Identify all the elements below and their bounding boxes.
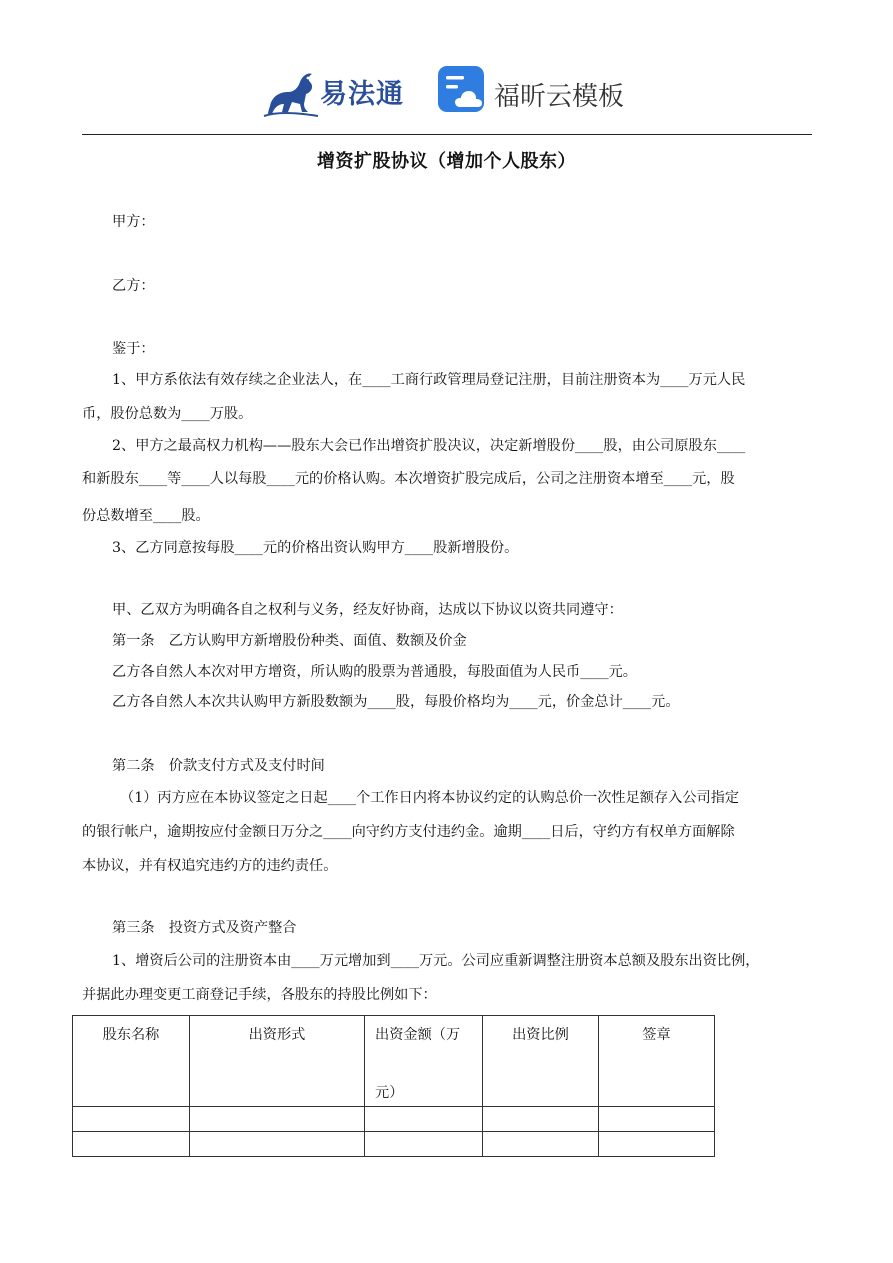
whereas-label: 鉴于： xyxy=(112,341,155,357)
table-cell[interactable] xyxy=(483,1132,599,1157)
article3-line2: 并据此办理变更工商登记手续，各股东的持股比例如下： xyxy=(82,987,437,1003)
clause1-line2: 币，股份总数为____万股。 xyxy=(82,406,253,422)
clause1-line1: 1、甲方系依法有效存续之企业法人，在____工商行政管理局登记注册，目前注册资本为____万元人民 xyxy=(112,372,746,388)
table-cell[interactable] xyxy=(599,1132,715,1157)
article2-line3: 本协议，并有权追究违约方的违约责任。 xyxy=(82,858,338,874)
table-cell[interactable] xyxy=(365,1132,483,1157)
table-cell[interactable] xyxy=(73,1132,190,1157)
document-title: 增资扩股协议（增加个人股东） xyxy=(317,151,576,172)
table-header-row xyxy=(73,1016,715,1107)
header-contribution-amount: 出资金额（万 元） xyxy=(365,1016,483,1107)
horse-emblem-icon xyxy=(262,62,322,120)
logo-fuxin-template xyxy=(436,64,636,120)
article1-paragraph1: 乙方各自然人本次对甲方增资，所认购的股票为普通股，每股面值为人民币____元。 xyxy=(112,664,637,680)
clause2-line1: 2、甲方之最高权力机构——股东大会已作出增资扩股决议，决定新增股份____股，由公司原股东____ xyxy=(112,438,746,454)
clause2-line3: 份总数增至____股。 xyxy=(82,508,210,524)
shareholding-table xyxy=(72,1015,715,1157)
article2-line1: （1）丙方应在本协议签定之日起____个工作日内将本协议约定的认购总价一次性足额存入公司指定 xyxy=(120,790,740,806)
table-cell[interactable] xyxy=(73,1107,190,1132)
clause2-line2: 和新股东____等____人以每股____元的价格认购。本次增资扩股完成后，公司之注册资本增至____元，股 xyxy=(82,471,735,487)
party-b-label: 乙方： xyxy=(112,278,155,294)
table-cell[interactable] xyxy=(190,1107,365,1132)
article1-paragraph2: 乙方各自然人本次共认购甲方新股数额为____股，每股价格均为____元，价金总计____元。 xyxy=(112,694,680,710)
logo-fuxin-text: 福昕云模板 xyxy=(494,82,625,112)
header-divider xyxy=(82,134,812,135)
page-header xyxy=(0,58,893,124)
table-row xyxy=(73,1132,715,1157)
header-shareholder-name: 股东名称 xyxy=(73,1016,190,1107)
article3-line1: 1、增资后公司的注册资本由____万元增加到____万元。公司应重新调整注册资本总额及股东出资比例， xyxy=(112,953,760,969)
table-cell[interactable] xyxy=(483,1107,599,1132)
table-cell[interactable] xyxy=(365,1107,483,1132)
header-signature-seal: 签章 xyxy=(599,1016,715,1107)
logo-yifatong-text: 易法通 xyxy=(320,79,404,110)
logo-yifatong xyxy=(262,62,412,120)
cloud-document-icon xyxy=(436,64,488,116)
party-a-label: 甲方： xyxy=(112,214,155,230)
article2-title: 第二条 价款支付方式及支付时间 xyxy=(112,758,325,774)
agreement-intro: 甲、乙双方为明确各自之权利与义务，经友好协商，达成以下协议以资共同遵守： xyxy=(112,602,623,618)
table-cell[interactable] xyxy=(599,1107,715,1132)
article1-title: 第一条 乙方认购甲方新增股份种类、面值、数额及价金 xyxy=(112,633,467,649)
table-cell[interactable] xyxy=(190,1132,365,1157)
header-contribution-form: 出资形式 xyxy=(190,1016,365,1107)
article3-title: 第三条 投资方式及资产整合 xyxy=(112,920,297,936)
header-contribution-ratio: 出资比例 xyxy=(483,1016,599,1107)
clause3-line1: 3、乙方同意按每股____元的价格出资认购甲方____股新增股份。 xyxy=(112,540,519,556)
table-row xyxy=(73,1107,715,1132)
article2-line2: 的银行帐户，逾期按应付金额日万分之____向守约方支付违约金。逾期____日后，守约方有权单方面解除 xyxy=(82,824,735,840)
